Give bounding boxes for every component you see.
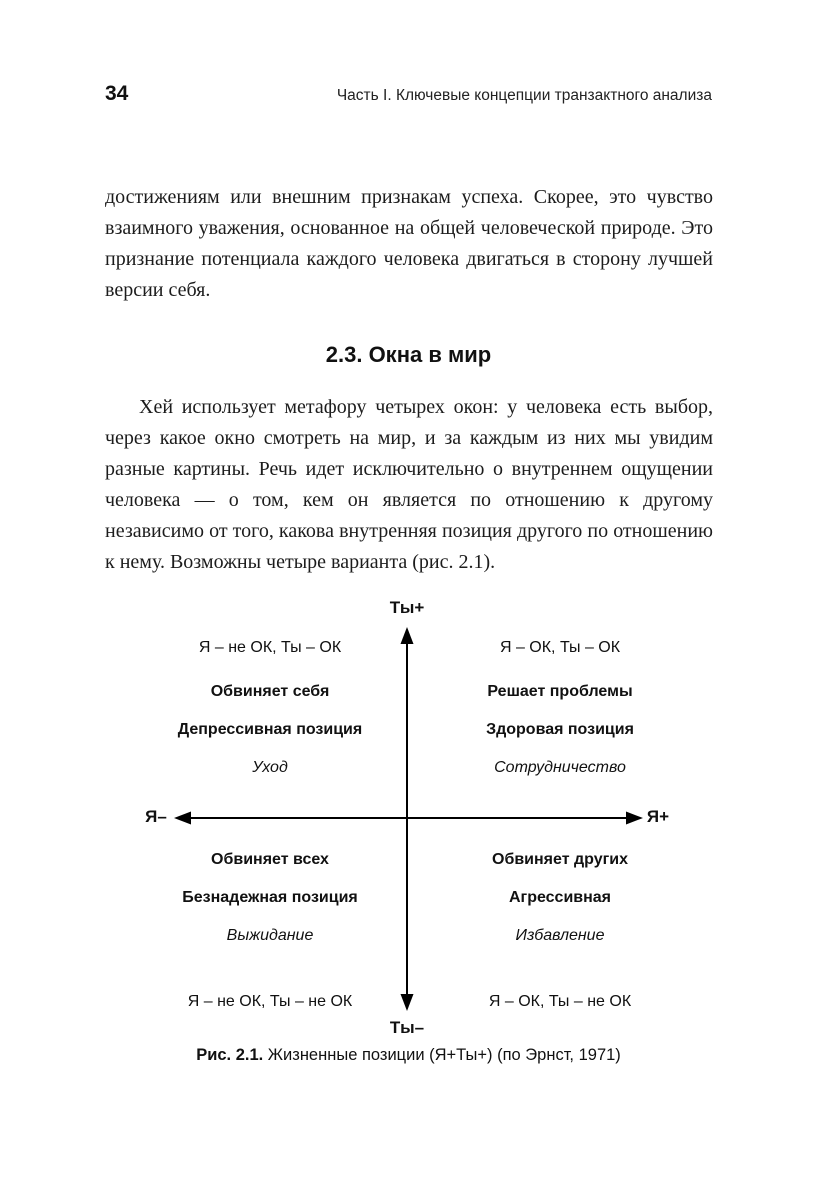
- strategy-label: Избавление: [515, 927, 605, 944]
- axis-label-you-plus: Ты+: [389, 598, 425, 617]
- strategy-label: Сотрудничество: [494, 759, 626, 776]
- quadrant-bottom-left: [125, 850, 415, 1012]
- axis-label-i-minus: Я–: [145, 807, 167, 826]
- strategy-label: Выжидание: [226, 927, 314, 944]
- life-positions-diagram: [105, 598, 712, 1048]
- figure-caption-number: Рис. 2.1.: [196, 1046, 264, 1064]
- quadrant-top-left: [125, 638, 415, 778]
- strategy-label: Уход: [252, 759, 288, 776]
- position-label: Депрессивная позиция: [177, 721, 363, 738]
- ok-position-label: Я – не ОК, Ты – не ОК: [187, 993, 353, 1010]
- quadrant-top-right: [410, 638, 710, 778]
- page-number: 34: [105, 82, 129, 105]
- behavior-label: Обвиняет других: [492, 851, 628, 868]
- ok-position-label: Я – ОК, Ты – ОК: [499, 639, 621, 656]
- intro-paragraph: достижениям или внешним признакам успеха. Скорее, это чувство взаимного уважения, основанное на общей человеческой природе. Это признание потенциала каждого человека двигаться в сторону лучшей версии себя.: [105, 186, 713, 301]
- ok-position-label: Я – не ОК, Ты – ОК: [198, 639, 342, 656]
- position-label: Здоровая позиция: [486, 721, 634, 738]
- axis-label-i-plus: Я+: [646, 807, 670, 826]
- ok-position-label: Я – ОК, Ты – не ОК: [488, 993, 632, 1010]
- figure-caption-text: Жизненные позиции (Я+Ты+) (по Эрнст, 1971): [263, 1046, 621, 1064]
- position-label: Агрессивная: [508, 889, 612, 906]
- page-header: [105, 82, 712, 106]
- axis-label-you-minus: Ты–: [389, 1018, 425, 1037]
- behavior-label: Обвиняет всех: [211, 851, 329, 868]
- position-label: Безнадежная позиция: [182, 889, 358, 906]
- behavior-label: Решает проблемы: [487, 683, 633, 700]
- section-heading: 2.3. Окна в мир: [325, 342, 492, 368]
- running-head: Часть I. Ключевые концепции транзактного анализа: [336, 87, 712, 104]
- quadrant-bottom-right: [410, 850, 710, 1012]
- figure-caption: [105, 1046, 712, 1065]
- behavior-label: Обвиняет себя: [210, 683, 330, 700]
- section-paragraph: Хей использует метафору четырех окон: у человека есть выбор, через какое окно смотреть на мир, и за каждым из них мы увидим разные картины. Речь идет исключительно о внутреннем ощущении человека — о том, кем он является по отношению к другому независимо от того, какова внутренняя позиция другого по отношению к нему. Возможны четыре варианта (рис. 2.1).: [105, 396, 713, 573]
